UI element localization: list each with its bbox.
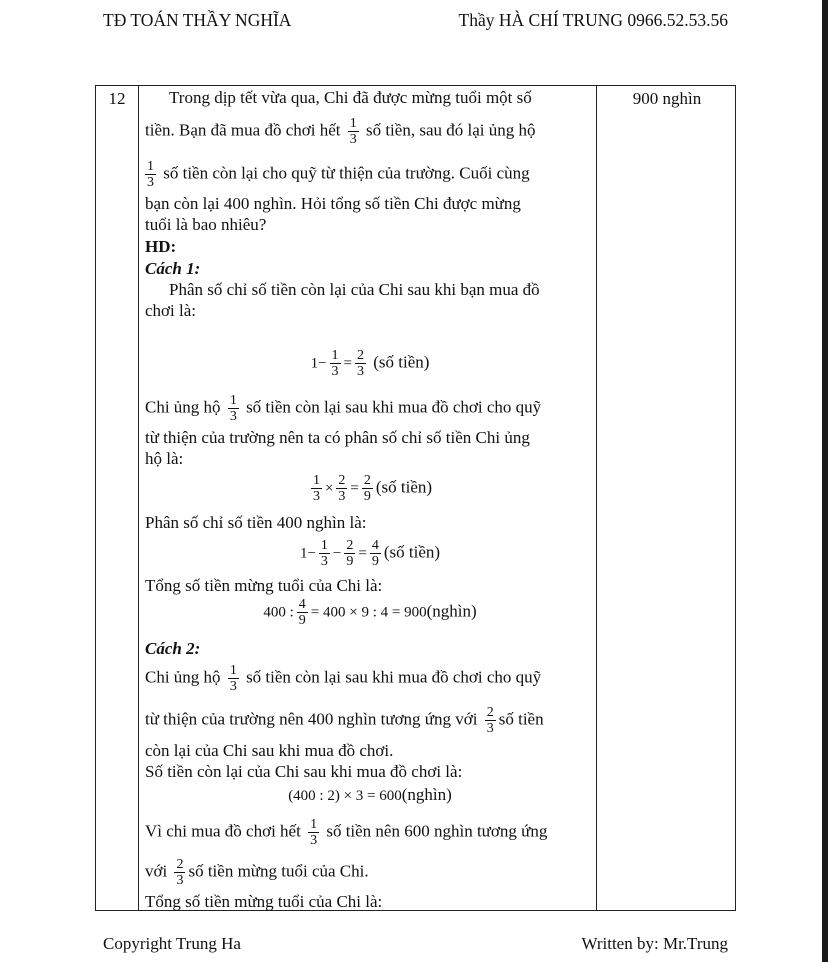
fraction-2-3: $\frac{2}{3}$ (486, 705, 494, 736)
text-line: Tổng số tiền mừng tuổi của Chi là: (145, 576, 383, 595)
header-right-contact: Thầy HÀ CHÍ TRUNG 0966.52.53.56 (458, 10, 728, 30)
page-footer (103, 934, 728, 958)
text-line: Tổng số tiền mừng tuổi của Chi là: (145, 892, 383, 911)
text-line: từ thiện của trường nên ta có phân số chỉ số tiền Chi ủng (145, 428, 530, 447)
column-divider (596, 86, 597, 910)
fraction-1-3: $\frac{1}{3}$ (310, 817, 318, 848)
equation-5: (400 : 2) × 3 = 600(nghìn) (288, 785, 452, 804)
text-line: với $\frac{2}{3}$ số tiền mừng tuổi của Chi. (145, 857, 369, 888)
column-divider (138, 86, 139, 910)
problem-answer: 900 nghìn (632, 89, 702, 108)
fraction-1-3: $\frac{1}{3}$ (147, 159, 154, 190)
equation-3: 1− $\frac{1}{3}$ − $\frac{2}{9}$ = $\frac{4}{9}$ (số tiền) (299, 538, 441, 569)
fraction-1-3: $\frac{1}{3}$ (349, 116, 357, 147)
text-line: tuổi là bao nhiêu? (145, 215, 267, 234)
equation-4: 400 : $\frac{4}{9}$ = 400 × 9 : 4 = 900(nghìn) (263, 597, 477, 628)
text-line: Trong dịp tết vừa qua, Chi đã được mừng tuổi một số (169, 88, 532, 107)
text-line: $\frac{1}{3}$ số tiền còn lại cho quỹ từ thiện của trường. Cuối cùng (147, 159, 530, 190)
text-line: Chi ủng hộ $\frac{1}{3}$ số tiền còn lại sau khi mua đồ chơi cho quỹ (145, 393, 542, 424)
method-2-heading: Cách 2: (145, 639, 201, 658)
text-line: Số tiền còn lại của Chi sau khi mua đồ chơi là: (145, 762, 463, 781)
fraction-1-3: $\frac{1}{3}$ (229, 663, 237, 694)
equation-2: $\frac{1}{3}$ × $\frac{2}{3}$ = $\frac{2}{9}$ (số tiền) (312, 473, 433, 504)
hint-heading: HD: (145, 237, 177, 256)
fraction-2-3: $\frac{2}{3}$ (176, 857, 184, 888)
text-line: Chi ủng hộ $\frac{1}{3}$ số tiền còn lại sau khi mua đồ chơi cho quỹ (145, 663, 542, 694)
footer-author: Written by: Mr.Trung (581, 934, 728, 953)
text-line: tiền. Bạn đã mua đồ chơi hết $\frac{1}{3}$ số tiền, sau đó lại ủng hộ (145, 116, 536, 147)
method-1-heading: Cách 1: (145, 259, 201, 278)
text-line: chơi là: (145, 301, 196, 320)
text-line: từ thiện của trường nên 400 nghìn tương ứng với $\frac{2}{3}$ số tiền (145, 705, 544, 736)
text-line: bạn còn lại 400 nghìn. Hỏi tổng số tiền Chi được mừng (145, 194, 521, 213)
page-header (103, 10, 728, 34)
equation-1: 1− $\frac{1}{3}$ = $\frac{2}{3}$ (số tiền) (310, 348, 430, 379)
header-left-title: TĐ TOÁN THẦY NGHĨA (103, 10, 292, 30)
text-line: Phân số chỉ số tiền 400 nghìn là: (145, 513, 367, 532)
problem-number: 12 (108, 89, 126, 108)
text-line: Vì chi mua đồ chơi hết $\frac{1}{3}$ số tiền nên 600 nghìn tương ứng (145, 817, 548, 848)
text-line: Phân số chỉ số tiền còn lại của Chi sau khi bạn mua đồ (169, 280, 540, 299)
footer-copyright: Copyright Trung Ha (103, 934, 241, 953)
text-line: hộ là: (145, 449, 184, 468)
fraction-1-3: $\frac{1}{3}$ (229, 393, 237, 424)
text-line: còn lại của Chi sau khi mua đồ chơi. (145, 741, 394, 760)
page-edge-shadow (822, 0, 828, 962)
